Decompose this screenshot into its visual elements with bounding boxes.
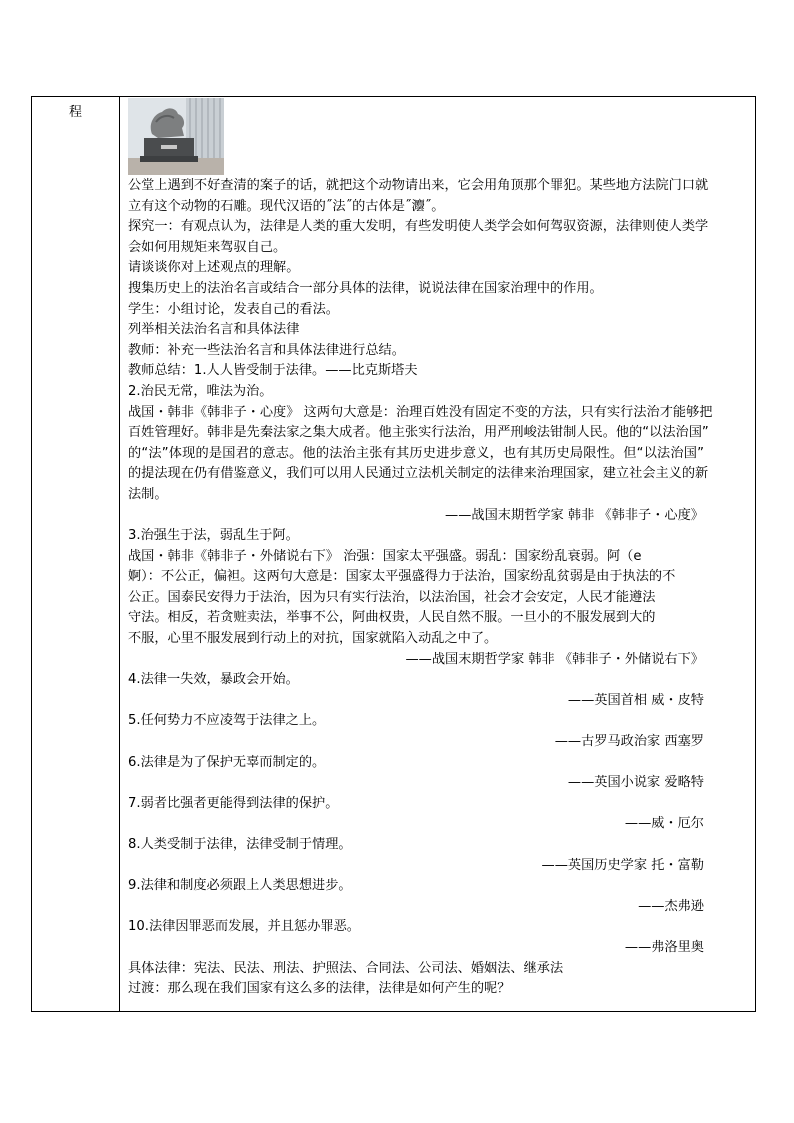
text-line: 不服，心里不服发展到行动上的对抗，国家就陷入动乱之中了。	[128, 631, 498, 647]
text-line: 探究一：有观点认为，法律是人类的重大发明，有些发明使人类学会如何驾驭资源，法律则使人类学	[128, 219, 709, 235]
text-line: 战国・韩非《韩非子・外储说右下》 治强：国家太平强盛。弱乱：国家纷乱衰弱。阿（e	[128, 548, 642, 564]
quote-attribution: ——英国首相 威・皮特	[567, 692, 704, 708]
text-line: 请谈谈你对上述观点的理解。	[128, 260, 300, 276]
quote-attribution: ——威・厄尔	[624, 816, 704, 832]
quote-attribution: ——杰弗逊	[638, 898, 704, 914]
text-line: 学生：小组讨论，发表自己的看法。	[128, 301, 339, 317]
text-line: 9.法律和制度必须跟上人类思想进步。	[128, 878, 352, 894]
quote-attribution: ——英国小说家 爱略特	[567, 775, 704, 791]
text-line: 3.治强生于法，弱乱生于阿。	[128, 528, 299, 544]
text-line: 6.法律是为了保护无辜而制定的。	[128, 754, 326, 770]
quote-attribution: ——弗洛里奥	[624, 939, 704, 955]
xiezhi-statue-photo	[128, 98, 224, 175]
quote-attribution: ——战国末期哲学家 韩非 《韩非子・外储说右下》	[405, 651, 704, 667]
text-line: 的“法”体现的是国君的意志。他的法治主张有其历史进步意义，也有其历史局限性。但“以法治国”	[128, 445, 704, 461]
text-line: 法制。	[128, 486, 168, 502]
text-line: 会如何用规矩来驾驭自己。	[128, 239, 287, 255]
row-header-cell	[32, 97, 120, 1011]
text-line: 过渡：那么现在我们国家有这么多的法律，法律是如何产生的呢？	[128, 981, 511, 997]
text-line: 8.人类受制于法律，法律受制于情理。	[128, 837, 352, 852]
text-line: 守法。相反，若贪赃卖法，举事不公，阿曲权贵，人民自然不服。一旦小的不服发展到大的	[128, 610, 656, 626]
quote-attribution: ——英国历史学家 托・富勒	[541, 857, 704, 873]
text-line: 具体法律：宪法、民法、刑法、护照法、合同法、公司法、婚姻法、继承法	[128, 960, 564, 976]
text-line: 2.治民无常，唯法为治。	[128, 383, 273, 399]
text-line: 战国・韩非《韩非子・心度》 这两句大意是：治理百姓没有固定不变的方法，只有实行法治才能够把	[128, 404, 713, 420]
text-line: 教师：补充一些法治名言和具体法律进行总结。	[128, 342, 405, 358]
lesson-table	[31, 96, 756, 1012]
xiezhi-statue-icon	[128, 98, 224, 175]
text-line: 5.任何势力不应凌驾于法律之上。	[128, 713, 326, 729]
text-line: 4.法律一失效，暴政会开始。	[128, 672, 299, 688]
text-line: 立有这个动物的石雕。现代汉语的˝法˝的古体是˝灋˝。	[128, 198, 445, 214]
lesson-content	[128, 176, 713, 1000]
quote-attribution: ——古罗马政治家 西塞罗	[554, 734, 704, 750]
text-line: 列举相关法治名言和具体法律	[128, 322, 300, 338]
text-line: 公堂上遇到不好查清的案子的话，就把这个动物请出来，它会用角顶那个罪犯。某些地方法院门口就	[128, 178, 709, 193]
text-line: 公正。国泰民安得力于法治，因为只有实行法治，以法治国，社会才会安定，人民才能遵法	[128, 589, 656, 605]
text-line: 教师总结：1.人人皆受制于法律。——比克斯塔夫	[128, 363, 418, 379]
text-line: 7.弱者比强者更能得到法律的保护。	[128, 795, 339, 811]
text-line: 的提法现在仍有借鉴意义，我们可以用人民通过立法机关制定的法律来治理国家，建立社会主义的新	[128, 466, 709, 482]
text-line: 搜集历史上的法治名言或结合一部分具体的法律，说说法律在国家治理中的作用。	[128, 280, 603, 296]
content-cell	[120, 97, 755, 1011]
text-line: 婀）：不公正，偏袒。这两句大意是：国家太平强盛得力于法治，国家纷乱贫弱是由于执法的不	[128, 569, 676, 585]
quote-attribution: ——战国末期哲学家 韩非 《韩非子・心度》	[445, 507, 704, 523]
text-line: 10.法律因罪恶而发展，并且惩办罪恶。	[128, 919, 360, 935]
text-line: 百姓管理好。韩非是先秦法家之集大成者。他主张实行法治，用严刑峻法钳制人民。他的“以法治国”	[128, 425, 709, 441]
row-label: 程	[69, 105, 83, 120]
